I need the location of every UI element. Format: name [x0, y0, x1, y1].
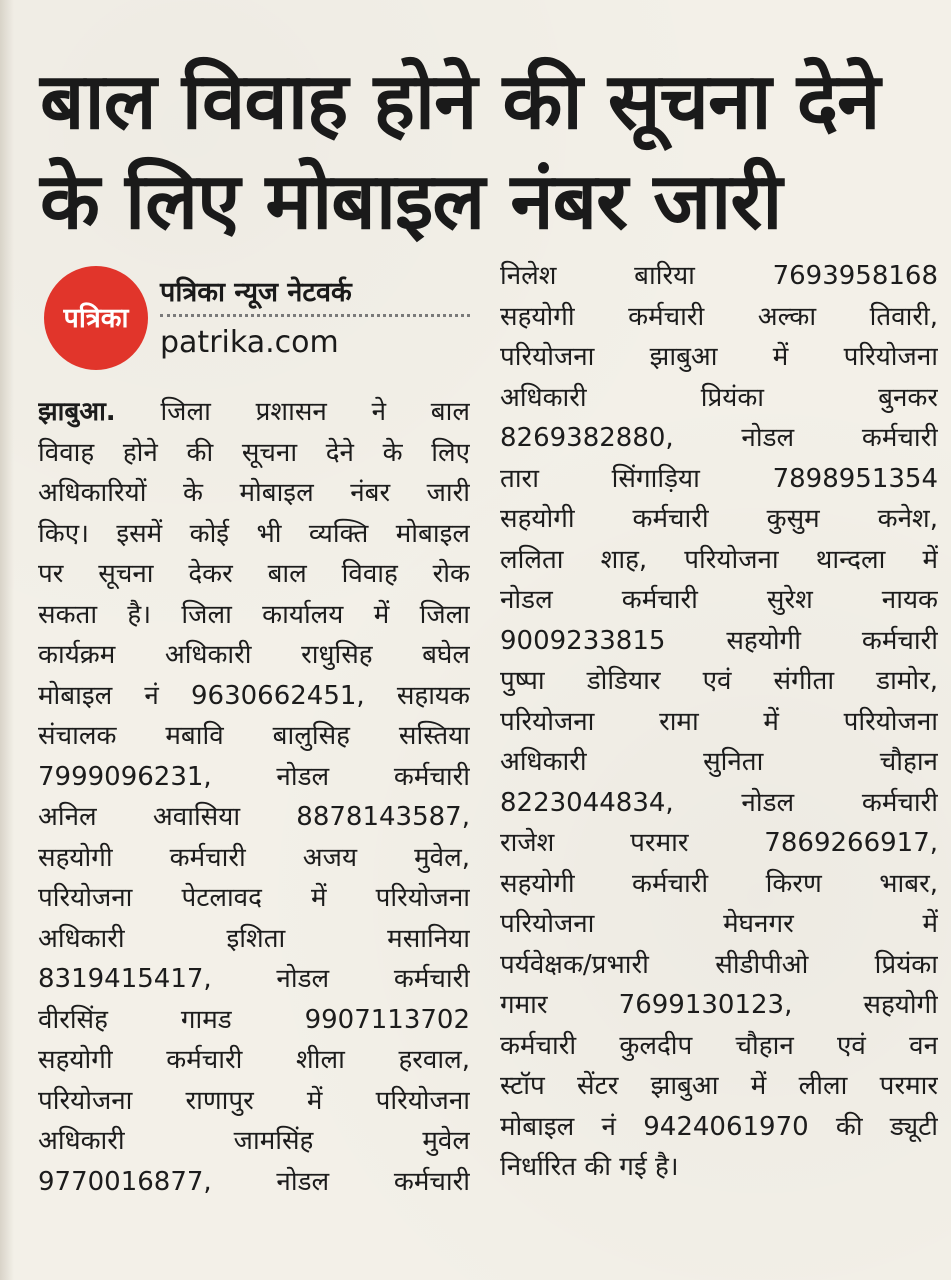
- article-line: परियोजना पेटलावद में परियोजना: [38, 883, 470, 913]
- article-line: अधिकारी सुनिता चौहान: [500, 747, 938, 777]
- article-right-column: [500, 256, 938, 1188]
- article-line: पुष्पा डोडियार एवं संगीता डामोर,: [500, 666, 938, 696]
- article-line: ललिता शाह, परियोजना थान्दला में: [500, 544, 938, 575]
- article-line-dateline: [38, 392, 470, 433]
- article-line: सहयोगी कर्मचारी अजय मुवेल,: [38, 842, 470, 873]
- article-line: परियोजना झाबुआ में परियोजना: [500, 342, 938, 372]
- article-line: निलेश बारिया 7693958168: [500, 261, 938, 291]
- article-line: पर्यवेक्षक/प्रभारी सीडीपीओ प्रियंका: [500, 949, 938, 980]
- article-line: परियोजना रामा में परियोजना: [500, 706, 938, 737]
- article-line: अधिकारी इशिता मसानिया: [38, 923, 470, 954]
- article-line: सहयोगी कर्मचारी शीला हरवाल,: [38, 1045, 470, 1075]
- article-line: सहयोगी कर्मचारी किरण भाबर,: [500, 868, 938, 899]
- headline-line-1: बाल विवाह होने की सूचना देने: [40, 57, 880, 147]
- article-line: 8319415417, नोडल कर्मचारी: [38, 964, 470, 994]
- article-line: पर सूचना देकर बाल विवाह रोक: [38, 559, 470, 589]
- byline: [160, 276, 470, 363]
- article-line: 9770016877, नोडल कर्मचारी: [38, 1166, 470, 1197]
- article-line: वीरसिंह गामड 9907113702: [38, 1004, 470, 1035]
- article-line: कर्मचारी कुलदीप चौहान एवं वन: [500, 1030, 938, 1061]
- article-line: सहयोगी कर्मचारी अल्का तिवारी,: [500, 301, 938, 332]
- article-line: नोडल कर्मचारी सुरेश नायक: [500, 585, 938, 615]
- patrika-logo: [44, 266, 148, 370]
- headline-line-2: के लिए मोबाइल नंबर जारी: [40, 157, 782, 247]
- article-line: सहयोगी कर्मचारी कुसुम कनेश,: [500, 504, 938, 534]
- dateline: झाबुआ.: [38, 397, 116, 427]
- article-line: अधिकारियों के मोबाइल नंबर जारी: [38, 478, 470, 508]
- article-line: राजेश परमार 7869266917,: [500, 828, 938, 858]
- article-line: कार्यक्रम अधिकारी राधुसिह बघेल: [38, 640, 470, 670]
- article-line: 7999096231, नोडल कर्मचारी: [38, 761, 470, 792]
- article-line: तारा सिंगाड़िया 7898951354: [500, 463, 938, 494]
- byline-network: पत्रिका न्यूज नेटवर्क: [160, 276, 470, 317]
- article-line: मोबाइल नं 9424061970 की ड्यूटी: [500, 1111, 938, 1142]
- article-line: स्टॉप सेंटर झाबुआ में लीला परमार: [500, 1071, 938, 1101]
- byline-site: patrika.com: [160, 325, 339, 360]
- article-line: मोबाइल नं 9630662451, सहायक: [38, 680, 470, 711]
- article-line: अनिल अवासिया 8878143587,: [38, 802, 470, 832]
- article-left-column: [38, 392, 470, 1202]
- article-line: 9009233815 सहयोगी कर्मचारी: [500, 625, 938, 656]
- article-line-final: निर्धारित की गई है।: [500, 1152, 679, 1182]
- page-edge-shadow: [0, 0, 14, 1280]
- article-line: किए। इसमें कोई भी व्यक्ति मोबाइल: [38, 518, 470, 549]
- patrika-logo-text: पत्रिका: [63, 302, 129, 334]
- article-line: सकता है। जिला कार्यालय में जिला: [38, 599, 470, 630]
- article-line: 8269382880, नोडल कर्मचारी: [500, 423, 938, 453]
- article-line: गमार 7699130123, सहयोगी: [500, 990, 938, 1020]
- article-line: अधिकारी प्रियंका बुनकर: [500, 382, 938, 413]
- headline: [40, 52, 930, 252]
- article-line: संचालक मबावि बालुसिह सस्तिया: [38, 721, 470, 751]
- article-line-text: जिला प्रशासन ने बाल: [115, 397, 470, 427]
- article-line: परियोजना मेघनगर में: [500, 909, 938, 939]
- article-line: विवाह होने की सूचना देने के लिए: [38, 437, 470, 468]
- article-line: 8223044834, नोडल कर्मचारी: [500, 787, 938, 818]
- article-line: परियोजना राणापुर में परियोजना: [38, 1085, 470, 1116]
- article-line: अधिकारी जामसिंह मुवेल: [38, 1126, 470, 1156]
